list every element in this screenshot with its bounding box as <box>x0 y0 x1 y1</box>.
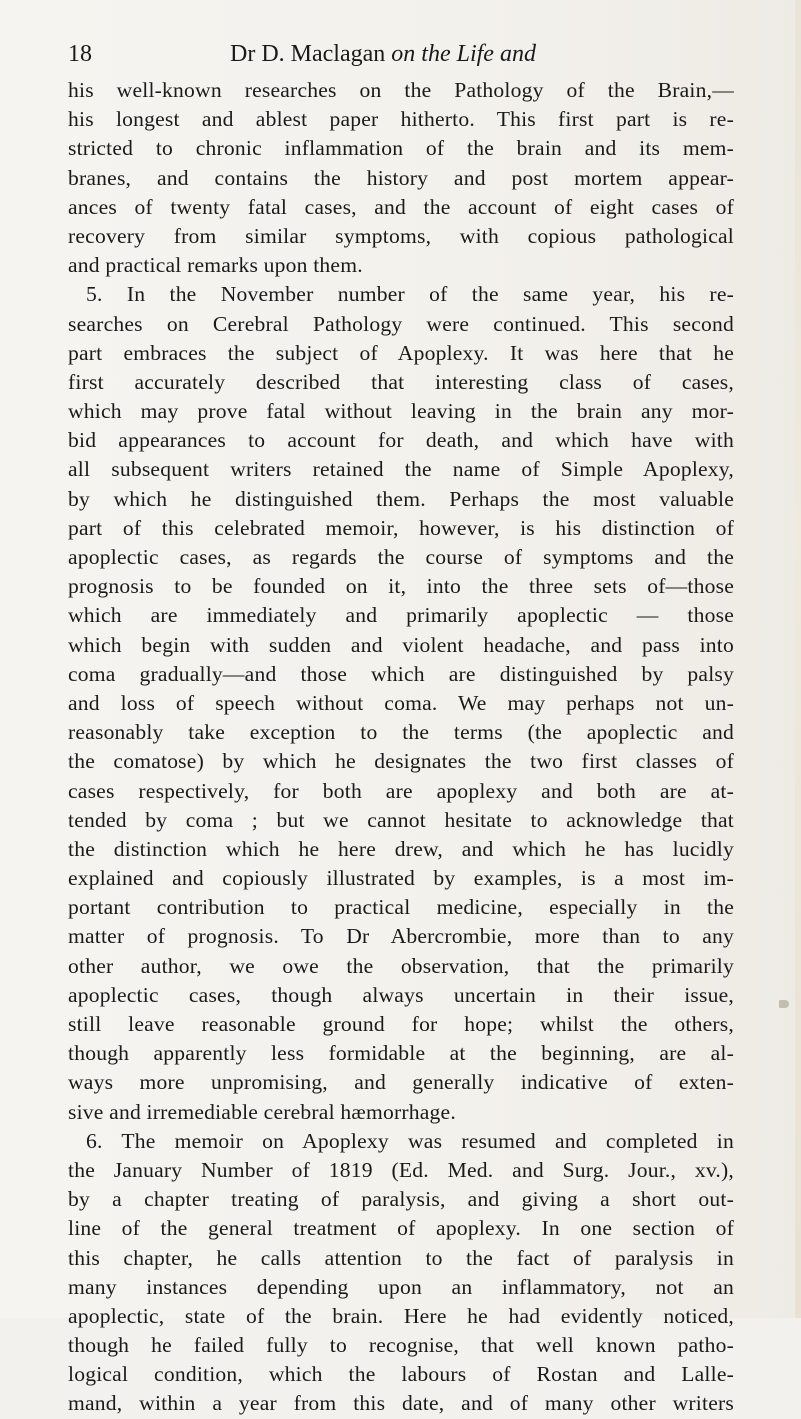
text-line: stricted to chronic inflammation of the brain and its mem- <box>68 136 734 161</box>
text-line: logical condition, which the labours of Rostan and Lalle- <box>68 1362 734 1387</box>
text-line: branes, and contains the history and post mortem appear- <box>68 165 734 190</box>
text-line: reasonably take exception to the terms (the apoplectic and <box>68 720 734 745</box>
page-number: 18 <box>68 41 92 67</box>
text-line: the distinction which he here drew, and which he has lucidly <box>68 836 734 861</box>
text-line: cases respectively, for both are apoplexy and both are at- <box>68 778 734 803</box>
text-line: though apparently less formidable at the beginning, are al- <box>68 1041 734 1066</box>
text-line: other author, we owe the observation, that the primarily <box>68 953 734 978</box>
text-line: the January Number of 1819 (Ed. Med. and Surg. Jour., xv.), <box>68 1157 734 1182</box>
text-line: apoplectic cases, though always uncertain in their issue, <box>68 982 734 1007</box>
text-line: searches on Cerebral Pathology were continued. This second <box>68 311 734 336</box>
text-line: sive and irremediable cerebral hæmorrhage. <box>68 1099 456 1124</box>
paragraph-5-start: 5. In the November number of the same year, his re- <box>86 282 734 307</box>
text-line: explained and copiously illustrated by examples, is a most im- <box>68 866 734 891</box>
text-line: line of the general treatment of apoplexy. In one section of <box>68 1216 734 1241</box>
text-line: prognosis to be founded on it, into the three sets of—those <box>68 574 734 599</box>
text-line: coma gradually—and those which are distinguished by palsy <box>68 661 734 686</box>
text-line: many instances depending upon an inflammatory, not an <box>68 1274 734 1299</box>
text-line: apoplectic, state of the brain. Here he had evidently noticed, <box>68 1303 734 1328</box>
text-line: by which he distinguished them. Perhaps the most valuable <box>68 486 734 511</box>
text-line: tended by coma ; but we cannot hesitate to acknowledge that <box>68 807 734 832</box>
text-line: mand, within a year from this date, and of many other writers <box>68 1391 734 1416</box>
text-line: part embraces the subject of Apoplexy. It was here that he <box>68 340 734 365</box>
text-line: and loss of speech without coma. We may perhaps not un- <box>68 690 734 715</box>
text-line: his well-known researches on the Pathology of the Brain,— <box>68 78 734 102</box>
text-line: the comatose) by which he designates the two first classes of <box>68 749 734 774</box>
text-line: by a chapter treating of paralysis, and giving a short out- <box>68 1187 734 1212</box>
text-line: apoplectic cases, as regards the course of symptoms and the <box>68 545 734 569</box>
running-header <box>68 38 734 70</box>
text-line: matter of prognosis. To Dr Abercrombie, more than to any <box>68 924 734 949</box>
text-line: bid appearances to account for death, and which have with <box>68 428 734 453</box>
text-line: portant contribution to practical medicine, especially in the <box>68 895 734 920</box>
text-line: ances of twenty fatal cases, and the account of eight cases of <box>68 194 734 219</box>
text-line: though he failed fully to recognise, that well known patho- <box>68 1333 734 1358</box>
text-line: his longest and ablest paper hitherto. This first part is re- <box>68 107 734 132</box>
text-line: this chapter, he calls attention to the fact of paralysis in <box>68 1245 734 1270</box>
text-line: part of this celebrated memoir, however, is his distinction of <box>68 515 734 540</box>
page-edge-stain <box>795 0 801 1318</box>
text-line: recovery from similar symptoms, with copious pathological <box>68 223 734 248</box>
text-line: first accurately described that interesting class of cases, <box>68 369 734 394</box>
text-line: and practical remarks upon them. <box>68 253 363 278</box>
text-line: which may prove fatal without leaving in the brain any mor- <box>68 399 734 424</box>
running-title <box>230 38 536 70</box>
running-title-author: Dr D. Maclagan <box>230 41 392 67</box>
paragraph-6-start: 6. The memoir on Apoplexy was resumed and completed in <box>86 1128 734 1153</box>
text-line: which begin with sudden and violent headache, and pass into <box>68 632 734 657</box>
text-line: ways more unpromising, and generally indicative of exten- <box>68 1070 734 1095</box>
margin-ink-mark <box>779 1000 789 1008</box>
running-title-italic: on the Life and <box>391 41 536 67</box>
text-line: which are immediately and primarily apoplectic — those <box>68 603 734 628</box>
text-line: still leave reasonable ground for hope; whilst the others, <box>68 1012 734 1036</box>
body-text <box>68 76 734 1419</box>
text-line: all subsequent writers retained the name of Simple Apoplexy, <box>68 457 734 482</box>
